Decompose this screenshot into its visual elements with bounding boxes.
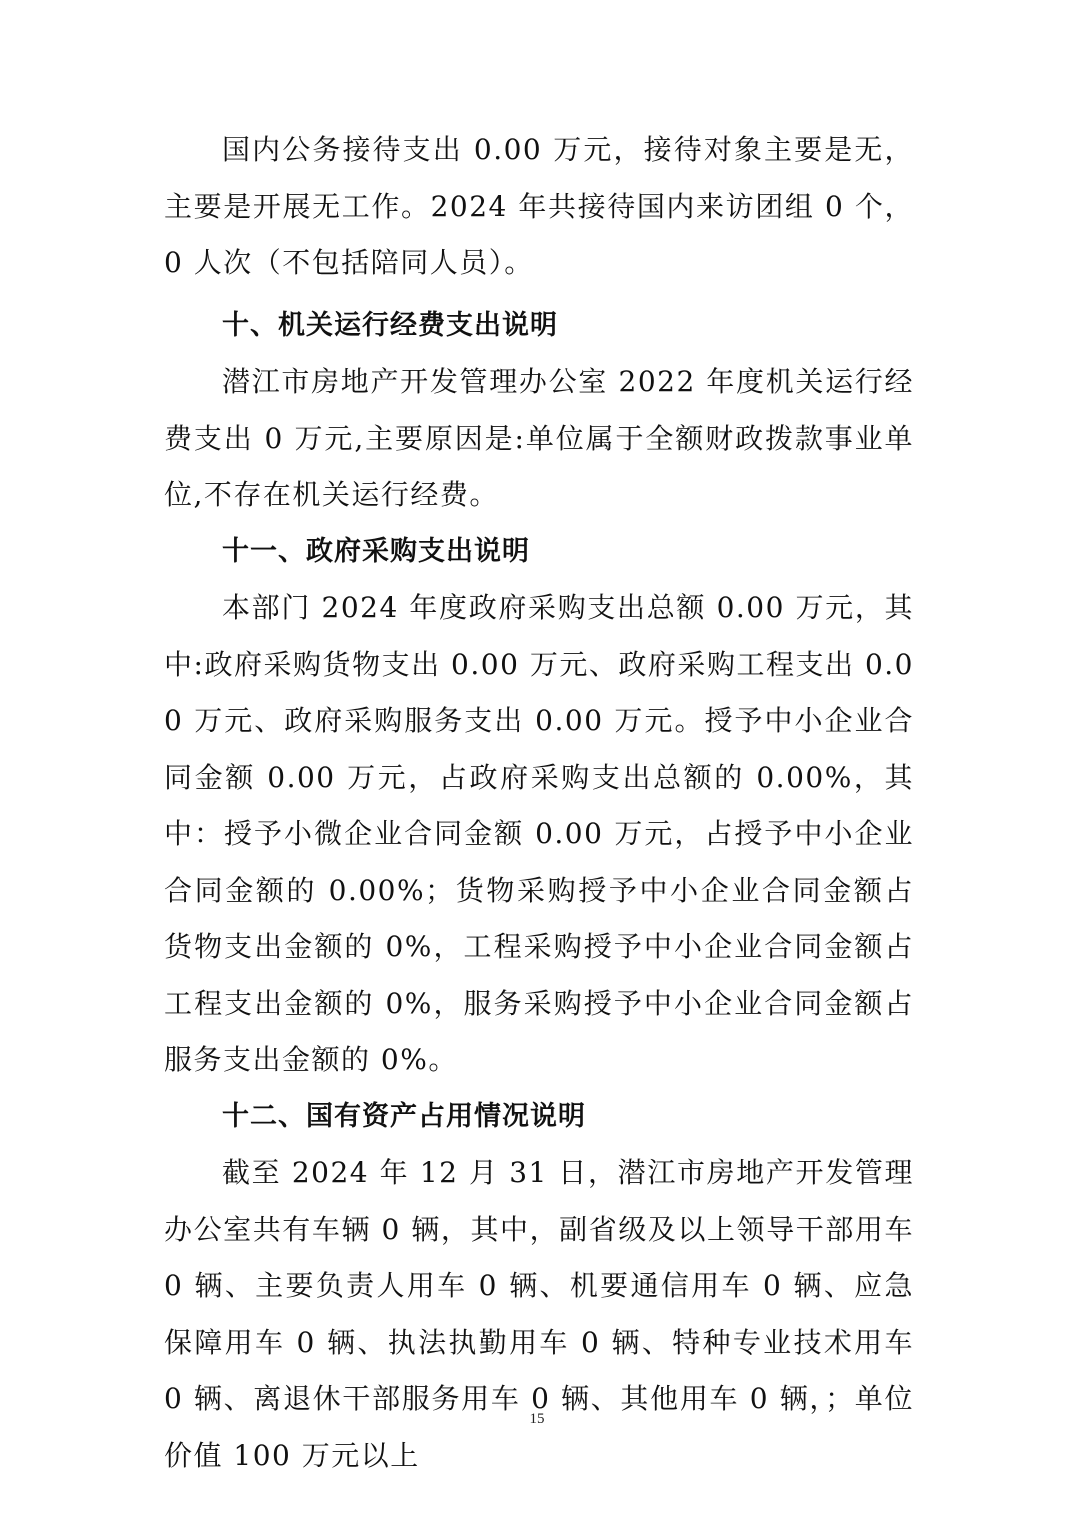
section-heading-twelve: 十二、国有资产占用情况说明: [222, 1100, 586, 1132]
paragraph-operating-expense: 潜江市房地产开发管理办公室 2022 年度机关运行经费支出 0 万元,主要原因是:单位属于全额财政拨款事业单位,不存在机关运行经费。: [164, 365, 914, 511]
document-body: [164, 122, 914, 1484]
page-number: 15: [529, 1411, 545, 1427]
section-heading-eleven: 十一、政府采购支出说明: [222, 535, 530, 567]
paragraph-state-assets: 截至 2024 年 12 月 31 日，潜江市房地产开发管理办公室共有车辆 0 辆，其中，副省级及以上领导干部用车 0 辆、主要负责人用车 0 辆、机要通信用车 0 辆、应急保障用车 0 辆、执法执勤用车 0 辆、特种专业技术用车 0 辆、离退休干部服务用车 0 辆、其他用车 0 辆，；单位价值 100 万元以上: [164, 1156, 914, 1472]
paragraph-procurement: 本部门 2024 年度政府采购支出总额 0.00 万元，其中:政府采购货物支出 0.00 万元、政府采购工程支出 0.00 万元、政府采购服务支出 0.00 万元。授予中小企业合同金额 0.00 万元，占政府采购支出总额的 0.00%，其中：授予小微企业合同金额 0.00 万元，占授予中小企业合同金额的 0.00%；货物采购授予中小企业合同金额占货物支出金额的 0%，工程采购授予中小企业合同金额占工程支出金额的 0%，服务采购授予中小企业合同金额占服务支出金额的 0%。: [164, 591, 914, 1076]
section-heading-ten: 十、机关运行经费支出说明: [222, 309, 558, 341]
paragraph-reception-expense: 国内公务接待支出 0.00 万元，接待对象主要是无，主要是开展无工作。2024 年共接待国内来访团组 0 个，0 人次（不包括陪同人员）。: [164, 133, 914, 279]
